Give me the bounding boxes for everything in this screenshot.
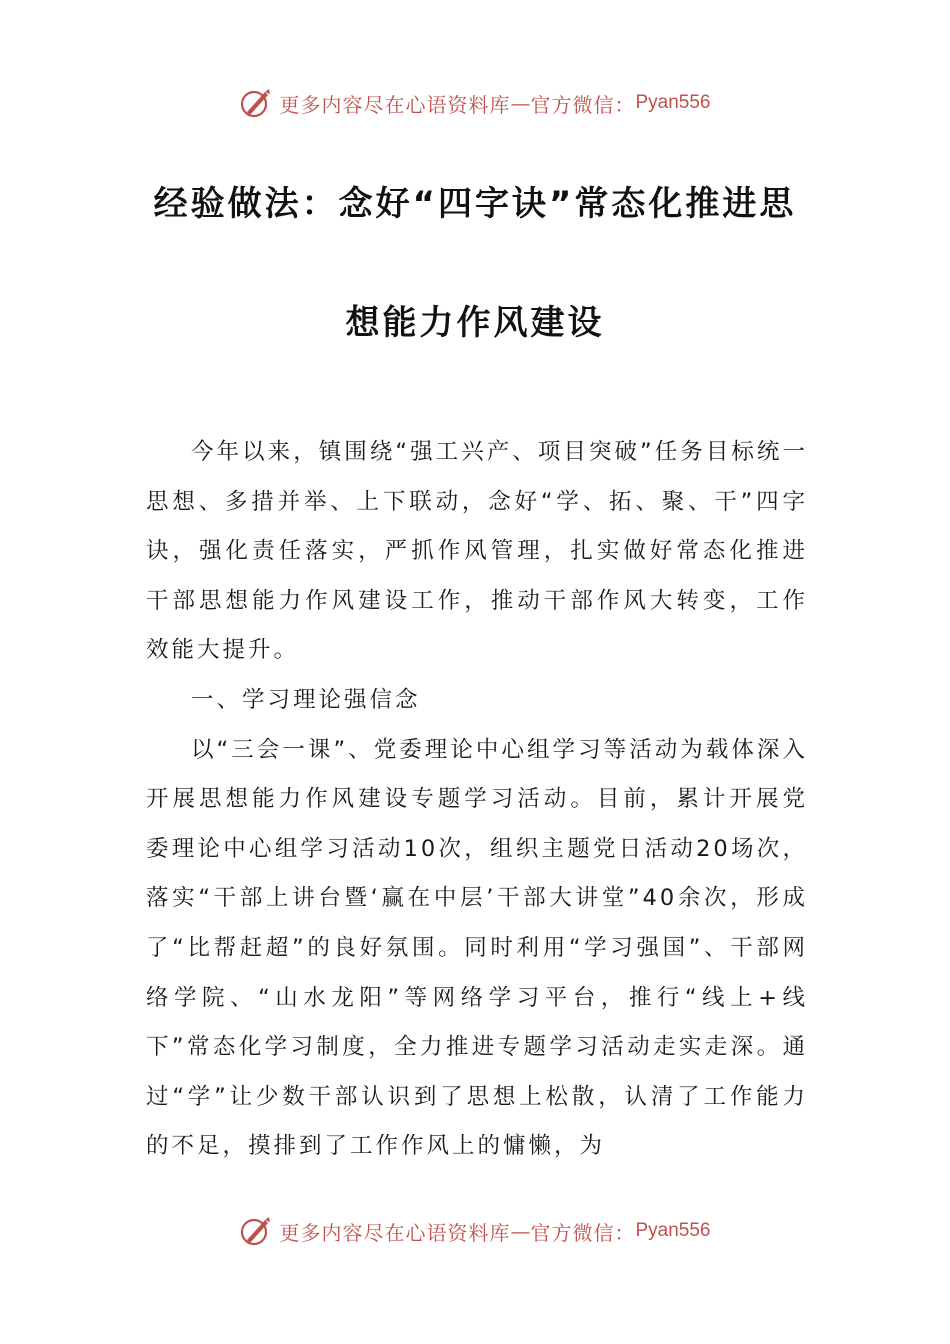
pen-logo-icon xyxy=(239,86,273,120)
page-title-line-1: 经验做法：念好“四字诀”常态化推进思 xyxy=(153,184,797,224)
watermark-text: 更多内容尽在心语资料库 xyxy=(279,92,511,117)
watermark-label: 官方微信： xyxy=(530,1220,636,1245)
page-title-line-2: 想能力作风建设 xyxy=(345,303,605,343)
header-watermark xyxy=(0,86,950,120)
watermark-text: 更多内容尽在心语资料库 xyxy=(279,1220,511,1245)
paragraph-section-1: 以“三会一课”、党委理论中心组学习等活动为载体深入开展思想能力作风建设专题学习活动。目前，累计开展党委理论中心组学习活动10次，组织主题党日活动20场次，落实“干部上讲台暨‘赢在中层’干部大讲堂”40余次，形成了“比帮赶超”的良好氛围。同时利用“学习强国”、干部网络学院、“山水龙阳”等网络学习平台，推行“线上+线下”常态化学习制度，全力推进专题学习活动走实走深。通过“学”让少数干部认识到了思想上松散，认清了工作能力的不足，摸排到了工作作风上的慵懒，为 xyxy=(146,736,808,1160)
section-heading: 一、学习理论强信念 xyxy=(191,686,421,713)
watermark-id: Pyan556 xyxy=(635,92,711,113)
paragraph-intro: 今年以来，镇围绕“强工兴产、项目突破”任务目标统一思想、多措并举、上下联动，念好“学、拓、聚、干”四字诀，强化责任落实，严抓作风管理，扎实做好常态化推进干部思想能力作风建设工作，推动干部作风大转变，工作效能大提升。 xyxy=(146,439,808,664)
watermark-id: Pyan556 xyxy=(635,1220,711,1241)
footer-watermark xyxy=(0,1214,950,1248)
pen-logo-icon xyxy=(239,1214,273,1248)
document-body xyxy=(146,428,808,1172)
watermark-label: 官方微信： xyxy=(530,92,636,117)
watermark-separator: — xyxy=(510,91,531,115)
watermark-separator: — xyxy=(510,1219,531,1243)
